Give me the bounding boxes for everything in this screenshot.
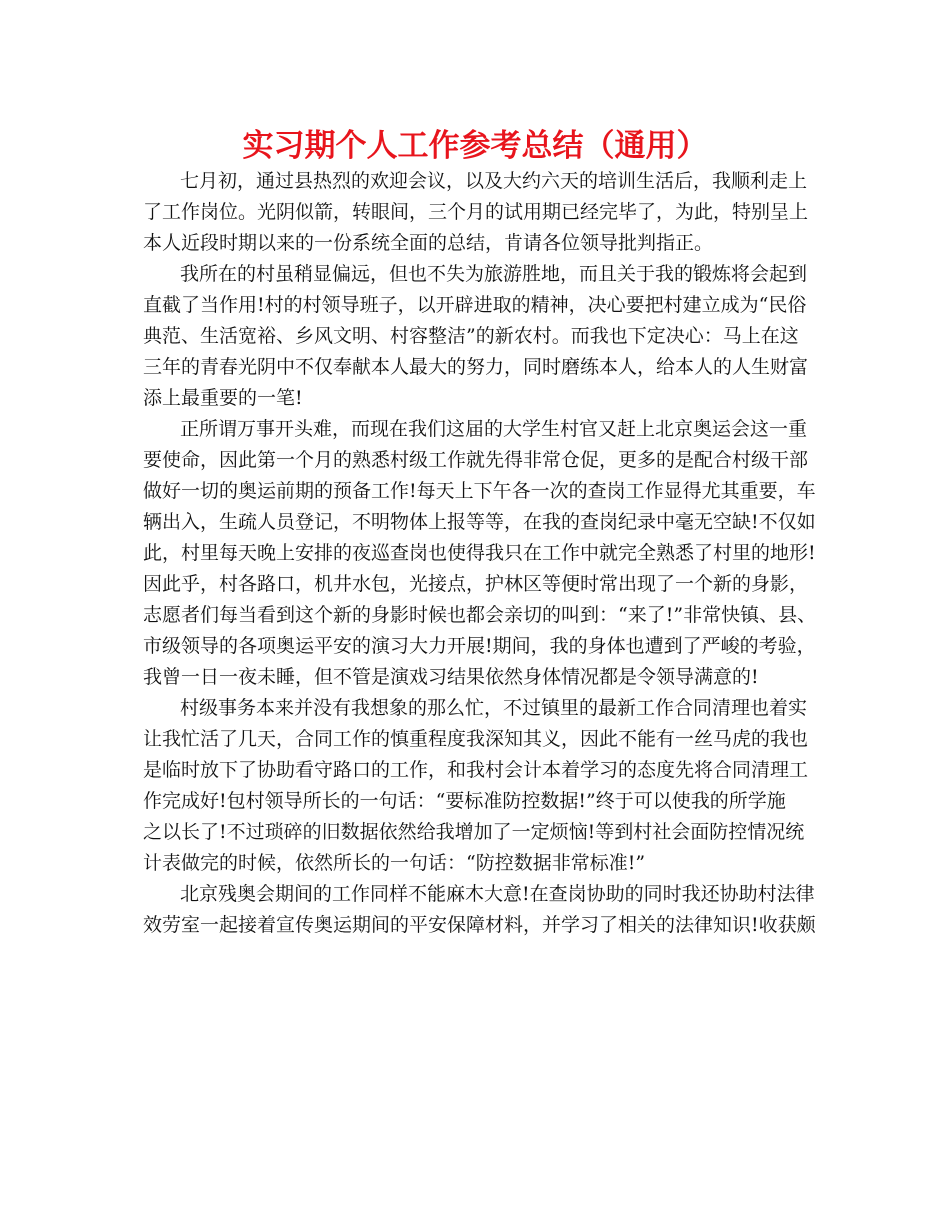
- text-line: 七月初，通过县热烈的欢迎会议，以及大约六天的培训生活后，我顺利走上: [180, 170, 808, 192]
- paragraph-3: [143, 414, 817, 693]
- paragraph-5: [143, 879, 816, 941]
- text-line: 之以长了!不过琐碎的旧数据依然给我增加了一定烦恼!等到村社会面防控情况统: [143, 821, 805, 843]
- text-line: 典范、生活宽裕、乡风文明、村容整洁”的新农村。而我也下定决心：马上在这: [143, 325, 799, 347]
- text-line: 计表做完的时候，依然所长的一句话：“防控数据非常标准!”: [143, 852, 646, 874]
- text-line: 作完成好!包村领导所长的一句话：“要标准防控数据!”终于可以使我的所学施: [143, 790, 786, 812]
- paragraph-4: [143, 693, 813, 879]
- text-line: 辆出入，生疏人员登记，不明物体上报等等，在我的查岗纪录中毫无空缺!不仅如: [143, 511, 816, 533]
- text-line: 要使命，因此第一个月的熟悉村级工作就先得非常仓促，更多的是配合村级干部: [143, 449, 809, 471]
- text-line: 是临时放下了协助看守路口的工作，和我村会计本着学习的态度先将合同清理工: [143, 759, 809, 781]
- text-line: 了工作岗位。光阴似箭，转眼间，三个月的试用期已经完毕了，为此，特别呈上: [143, 201, 809, 223]
- text-line: 我曾一日一夜未睡，但不管是演戏习结果依然身体情况都是令领导满意的!: [143, 666, 759, 688]
- text-line: 市级领导的各项奥运平安的演习大力开展!期间，我的身体也遭到了严峻的考验，: [143, 635, 816, 657]
- text-line: 正所谓万事开头难，而现在我们这届的大学生村官又赶上北京奥运会这一重: [180, 418, 808, 440]
- text-line: 我所在的村虽稍显偏远，但也不失为旅游胜地，而且关于我的锻炼将会起到: [180, 263, 808, 285]
- text-line: 做好一切的奥运前期的预备工作!每天上下午各一次的查岗工作显得尤其重要，车: [143, 480, 816, 502]
- paragraph-2: [143, 259, 813, 414]
- text-line: 村级事务本来并没有我想象的那么忙，不过镇里的最新工作合同清理也着实: [180, 697, 808, 719]
- text-line: 效劳室一起接着宣传奥运期间的平安保障材料，并学习了相关的法律知识!收获颇: [143, 914, 816, 936]
- document-title: 实习期个人工作参考总结（通用）: [242, 128, 708, 164]
- text-line: 志愿者们每当看到这个新的身影时候也都会亲切的叫到：“来了!”非常快镇、县、: [143, 604, 817, 626]
- document-body: [143, 166, 817, 941]
- text-line: 本人近段时期以来的一份系统全面的总结，肯请各位领导批判指正。: [143, 232, 714, 254]
- paragraph-1: [143, 166, 813, 259]
- text-line: 让我忙活了几天，合同工作的慎重程度我深知其义，因此不能有一丝马虎的我也: [143, 728, 809, 750]
- text-line: 此，村里每天晚上安排的夜巡查岗也使得我只在工作中就完全熟悉了村里的地形!: [143, 542, 816, 564]
- text-line: 直截了当作用!村的村领导班子，以开辟进取的精神，决心要把村建立成为“民俗: [143, 294, 807, 316]
- text-line: 添上最重要的一笔!: [143, 387, 303, 409]
- text-line: 三年的青春光阴中不仅奉献本人最大的努力，同时磨练本人，给本人的人生财富: [143, 356, 809, 378]
- text-line: 北京残奥会期间的工作同样不能麻木大意!在查岗协助的同时我还协助村法律: [180, 883, 815, 905]
- text-line: 因此乎，村各路口，机井水包，光接点，护林区等便时常出现了一个新的身影，: [143, 573, 809, 595]
